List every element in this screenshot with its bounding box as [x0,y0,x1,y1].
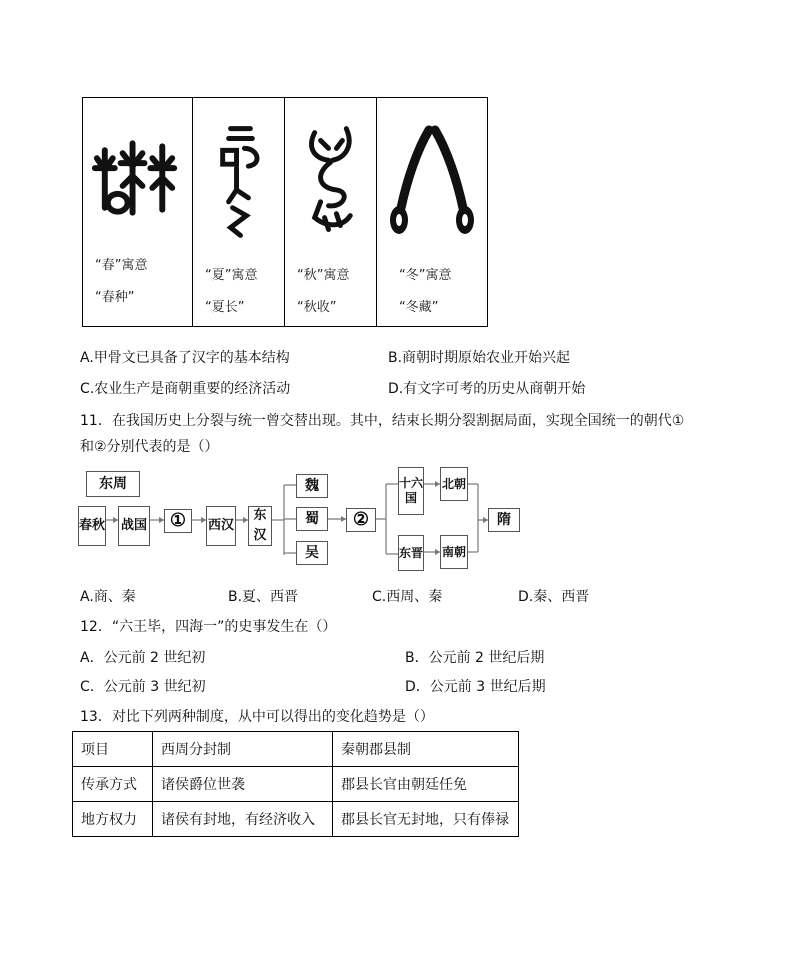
table-header-cell: 项目 [73,732,153,767]
box-dongzhou: 东周 [86,471,140,497]
table-cell: 诸侯有封地，有经济收入 [153,802,333,837]
table-header-cell: 秦朝郡县制 [333,732,519,767]
table-cell: 郡县长官无封地，只有俸禄 [333,802,519,837]
box-unknown-1: ① [164,509,192,533]
q10-option-c[interactable]: C.农业生产是商朝重要的经济活动 [80,381,291,397]
oracle-caption-2: “冬藏” [399,300,439,315]
table-cell: 诸侯爵位世袭 [153,767,333,802]
q11-option-d[interactable]: D.秦、西晋 [518,589,590,605]
comparison-table [72,731,519,837]
q12-option-b[interactable]: B．公元前 2 世纪后期 [405,650,545,666]
box-xihan: 西汉 [206,506,236,546]
oracle-caption-2: “春种” [95,290,135,305]
box-chunqiu: 春秋 [78,506,106,546]
table-row [73,767,519,802]
table-cell: 地方权力 [73,802,153,837]
box-nanchao: 南朝 [440,535,468,569]
oracle-caption-2: “夏长” [205,300,245,315]
box-zhanguo: 战国 [118,506,150,546]
q10-option-b[interactable]: B.商朝时期原始农业开始兴起 [388,350,571,366]
table-header-row [73,732,519,767]
q13-stem: 13．对比下列两种制度，从中可以得出的变化趋势是（） [80,709,434,725]
box-donghan: 东汉 [248,506,272,546]
q11-option-b[interactable]: B.夏、西晋 [228,589,299,605]
table-row [73,802,519,837]
q12-option-d[interactable]: D．公元前 3 世纪后期 [405,679,546,695]
q11-option-a[interactable]: A.商、秦 [80,589,136,605]
box-wei: 魏 [296,474,328,498]
table-cell: 传承方式 [73,767,153,802]
q12-option-a[interactable]: A．公元前 2 世纪初 [80,650,206,666]
oracle-caption-1: “春”寓意 [95,258,148,273]
q11-stem-line2: 和②分别代表的是（） [80,439,219,455]
q10-option-d[interactable]: D.有文字可考的历史从商朝开始 [388,381,586,397]
box-dongjin: 东晋 [398,535,424,571]
box-wu: 吴 [296,541,328,565]
table-cell: 郡县长官由朝廷任免 [333,767,519,802]
q12-option-c[interactable]: C．公元前 3 世纪初 [80,679,206,695]
q12-stem: 12．“六王毕，四海一”的史事发生在（） [80,619,337,635]
q11-stem-line1: 11．在我国历史上分裂与统一曾交替出现。其中，结束长期分裂割据局面，实现全国统一的朝代① [80,413,685,429]
box-shu: 蜀 [296,507,328,531]
oracle-caption-2: “秋收” [297,300,337,315]
oracle-caption-1: “冬”寓意 [399,268,452,283]
box-unknown-2: ② [346,508,376,532]
table-header-cell: 西周分封制 [153,732,333,767]
box-shiliuguo: 十六国 [398,467,424,515]
oracle-caption-1: “夏”寓意 [205,268,258,283]
q11-option-c[interactable]: C.西周、秦 [372,589,443,605]
oracle-caption-1: “秋”寓意 [297,268,350,283]
box-beichao: 北朝 [440,467,468,501]
box-sui: 隋 [488,508,520,532]
q10-option-a[interactable]: A.甲骨文已具备了汉字的基本结构 [80,350,290,366]
